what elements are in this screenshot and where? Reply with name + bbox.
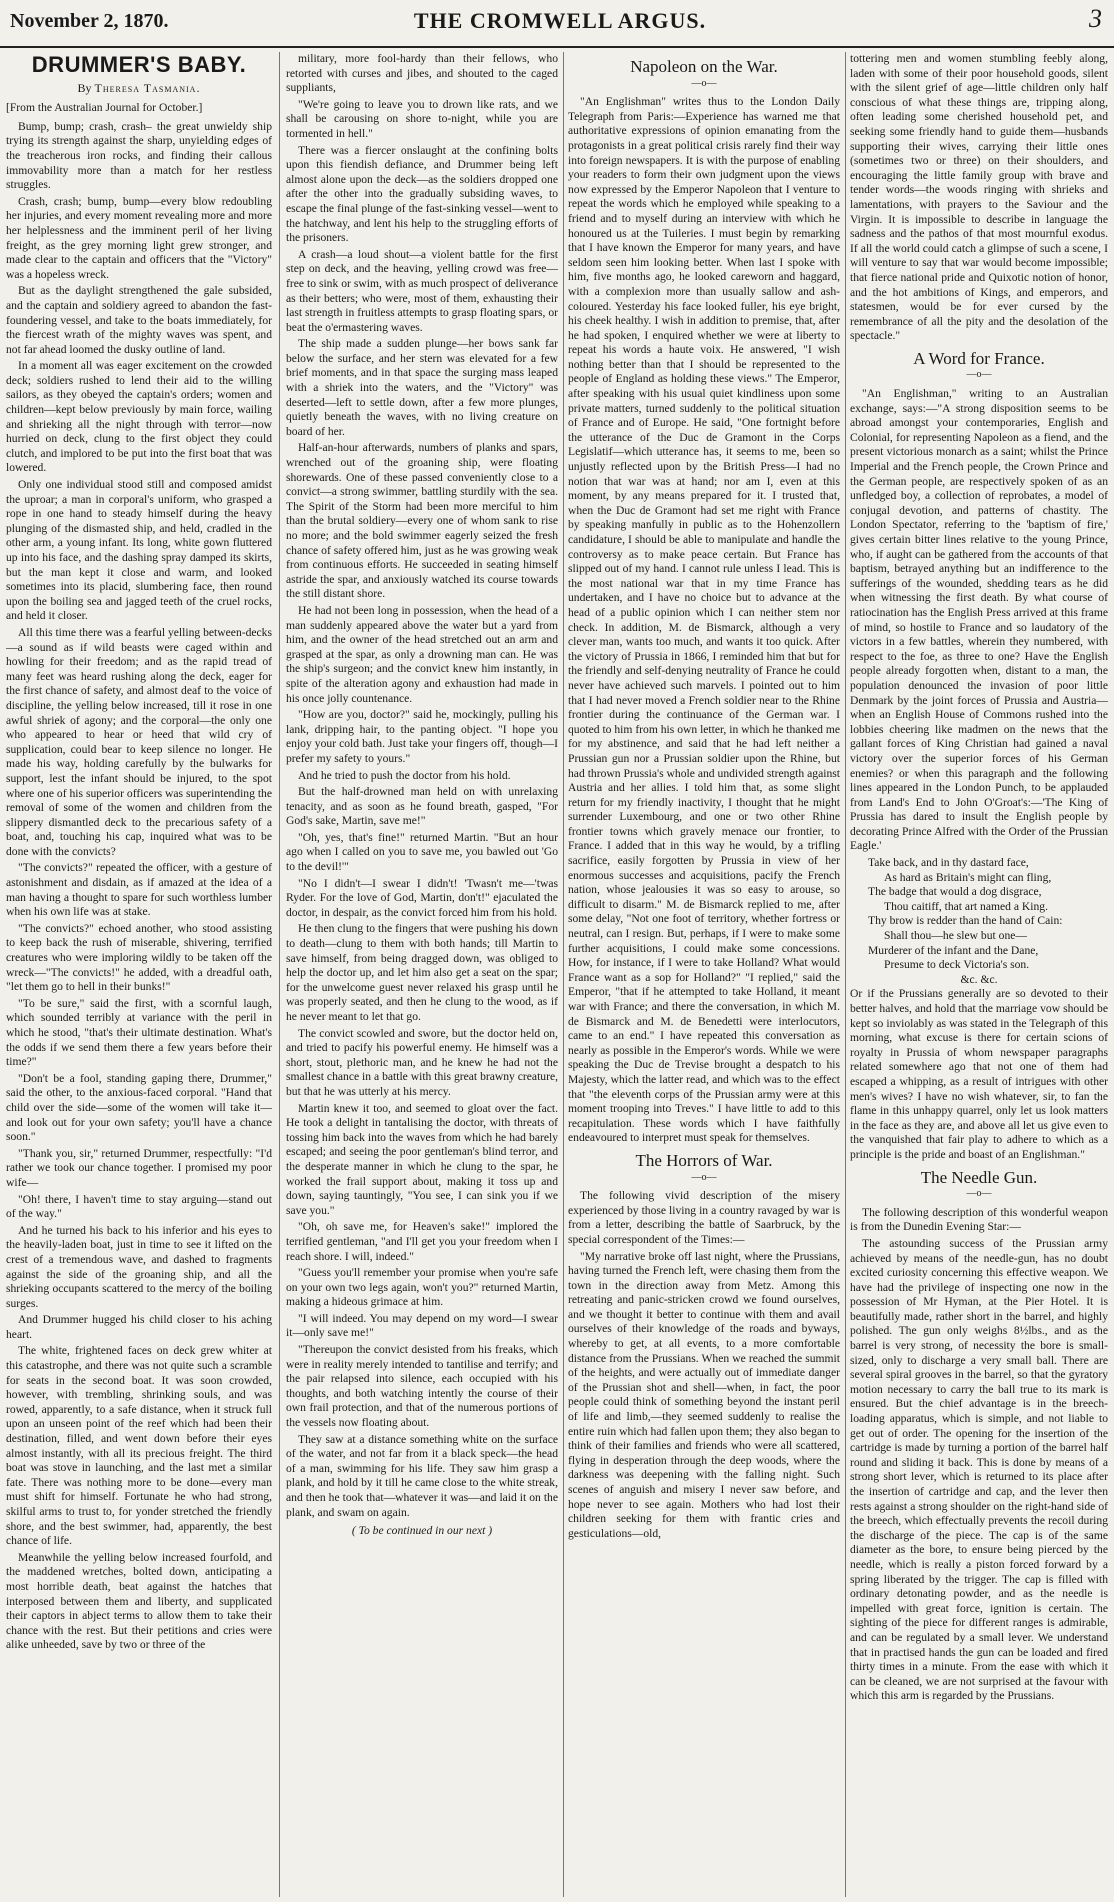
paragraph: "How are you, doctor?" said he, mockingly, pulling his lank, dripping hair, to the panting object. "I hope you enjoy your cold bath. Just take your fingers off, though—I prefer my safety to yours." xyxy=(286,708,558,765)
paragraph: "I will indeed. You may depend on my word—I swear it—only save me!" xyxy=(286,1311,558,1340)
column-3 xyxy=(568,52,840,1897)
paper-name: THE CROMWELL ARGUS. xyxy=(413,8,707,33)
paragraph: "Oh, yes, that's fine!" returned Martin. "But an hour ago when I called on you to save me, you bawled out 'Go to the devil!'" xyxy=(286,830,558,874)
column-2 xyxy=(286,52,558,1897)
france-closing: Or if the Prussians generally are so devoted to their better halves, and hold that the marriage vow should be kept so inviolably as was stated in the Telegraph of this morning, what excuse is there for certain scions of royalty in Prussia of whom newspaper paragraphs related somewhere ago that not one of them had escaped a whipping, as a result of intrigues with other men's wives? I have no wish whatever, sir, to fan the flame in this unhappy quarrel, only let us look matters in the face as they are, and above all let us give even to the vanquished that fair play to adhere to which as a principle is the pride and boast of an Englishman." xyxy=(850,987,1108,1161)
story-source: [From the Australian Journal for October.] xyxy=(6,101,203,115)
column-4 xyxy=(850,52,1108,1897)
paragraph: "To be sure," said the first, with a scornful laugh, which sounded terribly at variance with the peril in which he stood, "that's their ultimate destination. What's the odds if we send them there a few years before their time?" xyxy=(6,996,272,1069)
paragraph: Bump, bump; crash, crash– the great unwieldy ship trying its strength against the sharp, unyielding edges of the treacherous iron rocks, and finding their callous immovability more than a match for her restless struggles. xyxy=(6,119,272,192)
paragraph: Only one individual stood still and composed amidst the uproar; a man in corporal's uniform, who grasped a rope in one hand to steady himself during the heavy plunging of the dismasted ship, and held, cradled in the other arm, a young infant. Its long, white gown fluttered up into his face, and the dashing spray damped its skirts, but the man kept it close and warm, and looked sometimes into its placid, slumbering face, then round upon the boiling sea and jagged teeth of the cruel rocks, and held it closer. xyxy=(6,478,272,623)
column-1 xyxy=(6,52,272,1897)
paragraph: The ship made a sudden plunge—her bows sank far below the surface, and her stern was elevated for a few brief moments, and in that space the surging mass leaped with a shriek into the waters, and the "Victory" was deserted—left to settle down, after a few more plunges, quietly beneath the waves, with no living creature on board of her. xyxy=(286,337,558,438)
verse-line: Take back, and in thy dastard face, xyxy=(868,856,1029,870)
column-rule xyxy=(845,52,846,1897)
paragraph: A crash—a loud shout—a violent battle for the first step on deck, and the heaving, yelling crowd was free—free to sink or swim, with as much prospect of deliverance as their betters; who were, most of them, exhausting their last strength in fruitless attempts to grasp floating spars, or beat the o'ermastering waves. xyxy=(286,247,558,334)
paragraph: "Don't be a fool, standing gaping there, Drummer," said the other, to the anxious-faced corporal. "Hand that child over the side—some of the women will take it—and look out for your own safety; you'll have a chance soon." xyxy=(6,1071,272,1144)
paragraph: "Thereupon the convict desisted from his freaks, which were in reality merely intended to tantilise and terrify; and the pair relapsed into silence, each occupied with his thoughts, and both watching intently the course of their own frail protection, and that of the numerous portions of the vessels now floating about. xyxy=(286,1343,558,1430)
paragraph: Half-an-hour afterwards, numbers of planks and spars, wrenched out of the groaning ship, were floating shorewards. One of these passed conveniently close to a convict—a strong swimmer, battling sturdily with the sea. The Spirit of the Storm had been more merciful to him than the brutal soldiery—every one of whom sank to rise no more; and the bold swimmer eagerly seized the fresh chance of safety offered him, just as he was growing weak from continuous efforts. He succeeded in seating himself astride the spar, and anxiously watched its course towards the still distant shore. xyxy=(286,441,558,601)
verse-line: &c. &c. xyxy=(960,972,998,986)
paragraph: And he tried to push the doctor from his hold. xyxy=(298,768,511,782)
paragraph: "Oh, oh save me, for Heaven's sake!" implored the terrified gentleman, "and I'll get you your freedom when I reach shore. I will, indeed." xyxy=(286,1220,558,1263)
paragraph: "Thank you, sir," returned Drummer, respectfully: "I'd rather we took our chance together. I promised my poor wife— xyxy=(6,1146,272,1189)
paragraph: "No I didn't—I swear I didn't! 'Twasn't me—'twas Ryder. For the love of God, Martin, don't!" ejaculated the doctor, in despair, as the convict forced him from his hold. xyxy=(286,876,558,919)
paragraph: There was a fiercer onslaught at the confining bolts upon this fiendish defiance, and Drummer being left almost alone upon the deck—as the soldiers dropped one after the other into the gradually subsiding waves, to escape the final plunge of the fast-sinking vessel—went to the hatchway, and lent his help to the struggling efforts of the prisoners. xyxy=(286,143,558,245)
issue-date: November 2, 1870. xyxy=(10,10,169,32)
verse-line: Murderer of the infant and the Dane, xyxy=(868,943,1039,957)
paragraph: The convict scowled and swore, but the doctor held on, and tried to pacify his powerful enemy. He himself was a short, stout, plethoric man, and he knew he had not the smallest chance in a battle with this great brawny creature, but that he was utterly at his mercy. xyxy=(286,1026,558,1098)
story-byline xyxy=(6,81,272,96)
paragraph: Meanwhile the yelling below increased fourfold, and the maddened wretches, bolted down, anticipating a most horrible death, beat against the hatches that interposed between them and liberty, and supplicated their captors in abject terms to allow them to take their chance with the rest. But their petitions and cries were alike unheeded, save by two or three of the xyxy=(6,1550,272,1652)
horrors-separator: —o— xyxy=(691,1171,717,1183)
paragraph: The white, frightened faces on deck grew whiter at this catastrophe, and there was not quite such a scramble for seats in the second boat. It was soon crowded, however, with trembling, shrinking souls, and was rowed, apparently, to a safe distance, when it struck full upon an unseen point of the reef which had been their destination, filled, and went down before their eyes almost instantly, with all its precious freight. The third boat was stove in launching, and the last met a similar fate. There was nothing more to be done—every man must shift for himself. Fortunate he who had strong, skilful arms to trust to, for yonder stretched the friendly shore, and the best swimmer, had, apparently, the best chance of life. xyxy=(6,1344,272,1548)
needle-title: The Needle Gun. xyxy=(920,1167,1038,1187)
paragraph: "An Englishman," writing to an Australian exchange, says:—"A strong disposition seems to be abroad amongst your contemporaries, English and Colonial, for representing Napoleon as a fiend, and the present victorious monarch as a saint; whilst the Prince Imperial and the French people, the Crown Prince and the German people, are respectively spoken of as an unfledged boy, a collection of reprobates, a model of conjugal devotion, and patterns of chastity. The London Spectator, referring to the 'baptism of fire,' gives certain bitter lines relative to the young Prince, who, if aught can be gathered from the accounts of that baptism, betrayed anything but an indifference to the sufferings of the wounded, shedding tears as he did when witnessing the first death. By what course of ratiocination has the English Press arrived at this frame of mind, so hostile to France and so laudatory of the victors in a few battles, wherein they numbered, with respect to the foe, as three to one? Have the English people already forgotten when, distant to a man, the population denounced the invasion of poor little Denmark by the joint forces of Prussia and Austria—when an English House of Commons rushed into the lobbies cheering like madmen on the news that the gallant forces of King Christian had gained a naval victory over the superior forces of his German enemies? or when this paragraph and the following lines appeared in the London Punch, to be applauded from Land's End to John O'Groat's:—'The King of Prussia has dared to insult the English people by decorating Prince Alfred with the Order of the Prussian Eagle.' xyxy=(850,387,1108,853)
needle-separator: —o— xyxy=(966,1188,992,1200)
story-body-part-2 xyxy=(286,52,558,1520)
france-body xyxy=(850,387,1108,854)
paragraph: But as the daylight strengthened the gale subsided, and the captain and soldiery agreed to abandon the fast-foundering vessel, and take to the boats immediately, for the fiercest wrath of the mighty waves was spent, and not far ahead loomed the dusky outline of land. xyxy=(6,284,272,356)
page-number: 3 xyxy=(1089,4,1102,33)
paragraph: military, more fool-hardy than their fellows, who retorted with curses and jibes, and shouted to the caged suppliants, xyxy=(286,52,558,95)
paragraph: The astounding success of the Prussian army achieved by means of the needle-gun, has no doubt excited curiosity concerning this effective weapon. We have had the privilege of inspecting one now in the possession of Mr Hyman, at the Pier Hotel. It is beautifully made, rather short in the barrel, and highly polished. The gun only weighs 8½lbs., and as the barrel is very strong, of necessity the bore is small-sized, only to discharge a very small ball. There are several spiral grooves in the barrel, so that the gyratory motion necessary to carry the ball true to its mark is ensured. But the chief advantage is in the breech-loading apparatus, which is simple, and not liable to get out of order. The opening for the insertion of the cartridge is made by turning a portion of the barrel half round and sliding it back. This is done by means of a strong short lever, which is returned to its place after the insertion of cartridge and cap, and the lever then rests against a strong shoulder on the right-hand side of the breech, which effectually prevents the recoil during the discharge of the piece. The cap is of the same diameter as the bore, to ensure being pierced by the needle, which is really a piston forced forward by a spring liberated by the trigger. The cap is filled with ordinary detonating powder, and as the needle is impelled with great force, ignition is certain. The sighting of the piece for different ranges is admirable, and can be regulated by a small lever. We understand that in practised hands the gun can be loaded and fired thirty times in a minute. From the ease with which it can be cleaned, we are not surprised at the favour with which this arm is regarded by the Prussians. xyxy=(850,1236,1108,1703)
paragraph: All this time there was a fearful yelling between-decks—a sound as if wild beasts were caged within and howling for their freedom; and as the rapid tread of many feet was heard rushing along the deck, eager for the first chance of safety, and almost deaf to the voice of discipline, the yelling below increased, till it rose in one awful shriek of agony; and the corporal—the only one who appeared to hear or heed that wild cry of supplication, could bear to keep silence no longer. He made his way, holding carefully by the bulwarks for support, lest the infant should be injured, to the spot where one of his superior officers was superintending the removal of some of the women and children from the slippery dismantled deck to the precarious safety of a boat, and, touching his cap, inquired what was to be done with the convicts? xyxy=(6,625,272,858)
paragraph: He had not been long in possession, when the head of a man suddenly appeared above the water but a yard from him, and the owner of the head stretched out an arm and grasped at the spar, as only a drowning man can. He was the ship's surgeon; and the convict knew him instantly, in spite of the alteration agony and exhaustion had made in his once jolly countenance. xyxy=(286,603,558,705)
paragraph: In a moment all was eager excitement on the crowded deck; soldiers rushed to lend their aid to the willing sailors, as they obeyed the captain's orders; women and children—kept below previously by main force, wailing and shrieking all the night through with terror—now hurried on deck, clung to the first object they could clutch, and implored to be put into the first boat that was lowered. xyxy=(6,359,272,475)
needle-body xyxy=(850,1206,1108,1704)
france-verse xyxy=(850,856,1108,987)
column-rule xyxy=(563,52,564,1897)
paragraph: "An Englishman" writes thus to the London Daily Telegraph from Paris:—Experience has warned me that authoritative expressions of opinion emanating from the protagonists in a great political crisis rarely find their way into foreign newspapers. It is with the purpose of enabling your readers to form their own judgment upon the views now expressed by the Emperor Napoleon that I venture to repeat the words which he employed while speaking to a friend and to myself during an interview with which he honoured us at the Tuileries. I must begin by remarking that I have known the Emperor for many years, and have seldom seen him looking better. When last I spoke with him, five months ago, he looked careworn and haggard, with a complexion more than usually sallow and ash-coloured. Yesterday his face looked fuller, his eye bright, his cheek healthy. I wish in addition to premise, that, after he had spoken, I enquired whether we were at liberty to repeat his words a haute voix. He answered, "I wish nothing better than that I should be represented to the people of England as holding these views." The Emperor, after speaking with his usual quiet kindliness upon some private matters, turned suddenly to the political situation of France and of Europe. He said, "One fortnight before the utterance of the Duc de Gramont in the Corps Legislatif—which utterance has, it seems to me, been so unjustly reflected upon by the British Press—I had no notion that war was at hand; nor am I, even at this moment, by any means prepared for it. I trusted that, when the Duc de Gramont had set me right with France by speaking manfully in public as to the Hohenzollern candidature, I should be able to manipulate and handle the controversy as to make peace certain. But France has slipped out of my hand. I cannot rule unless I lead. This is the most national war that in my time France has undertaken, and I have no choice but to advance at the head of a public opinion which I can neither stem nor check. In addition, M. de Bismarck, although a very clever man, wants too much, and wants it too quick. After the victory of Prussia in 1866, I reminded him that but for the friendly and self-denying neutrality of France he could never have achieved such marvels. I pointed out to him that I had never moved a French soldier near to the Rhine frontier during the continuance of the German war. I quoted to him from his own letter, in which he thanked me for my abstinence, and said that he had left neither a Prussian gun nor a Prussian soldier upon the Rhine, but had thrown Prussia's whole and undivided strength against Austria and her allies. I told him that, as some slight return for my friendly inactivity, I thought that he might surrender Luxembourg, and one or two other Rhine frontier towns which gravely menace our frontier, to France. I added that in this way he would, by a trifling sacrifice, easily forgotten by Prussia in view of her enormous successes and acquisitions, pacify the French nation, whose jealousies it was so easy to arouse, so difficult to disarm." M. de Bismarck replied to me, after some delay, "Not one foot of territory, whether fortress or neutral, can I resign. But, perhaps, if I were to make some further acquisitions, I could make some concessions. How, for instance, if I were to take Holland? What would France want as a sop for Holland?" "I replied," said the Emperor, "that if he attempted to take Holland, it meant war with France; and there the conversation, in which M. de Bismarck and M. de Benedetti were interlocutors, came to an end." I have repeated this conversation as nearly as possible in the Emperor's words. While we were speaking the Duc de Trevise brought a despatch to his Majesty, which the latter read, and which was to the effect that "the eleventh corps of the Prussian army were at this moment trooping into Treves." I have little to add to this recapitulation. These words which I have faithfully endeavoured to interpret must speak for themselves. xyxy=(568,95,840,1145)
verse-line: Presume to deck Victoria's son. xyxy=(884,958,1030,972)
paragraph: The following vivid description of the misery experienced by those living in a country ravaged by war is from a letter, describing the battle of Saarbruck, by the special correspondent of the Times:— xyxy=(568,1189,840,1246)
paragraph: "My narrative broke off last night, where the Prussians, having turned the French left, were chasing them from the town in the direction away from Metz. Among this retreating and panic-stricken crowd we found ourselves, and we thought it better to continue with them and avail ourselves of their knowledge of the roads and byways, whereby to get, at all events, to a more comfortable distance from the Prussians. When we reached the summit of the heights, and were actually out of immediate danger of the Prussian shot and shell—when, in fact, the poor people could think of something beyond the instant peril of life and limb,—they seemed suddenly to realise the entire ruin which had fallen upon them; they also began to think of their families and friends who were all scattered, flying in desperation through the deep woods, where the darkness was deepening with the falling night. Such scenes of anguish and misery I never saw before, and hope never to see again. Mothers who had lost their children seeking for them with frantic cries and gesticulations—old, xyxy=(568,1249,840,1540)
story-title: DRUMMER'S BABY. xyxy=(31,52,247,77)
horrors-continued: tottering men and women stumbling feebly along, laden with some of their poor household goods, silent with the silent grief of age—little children only half conscious of what these things are, tripping along, often leading some cherished household pet, and seeking some friendly hand to guide them—husbands supporting their wives, carrying their little ones (sometimes two or three) on their shoulders, and encouraging the little family group with brave and tender words—the woods ringing with shrieks and lamentations, with prayers to the Saviour and the Virgin. It is impossible to describe in language the sadness and the pathos of that most mournful exodus. If all the world could catch a glimpse of such a scene, I will venture to say that war would become impossible; that fierce national pride and Quixotic notion of honor, and the hot ambitions of Kings, and emperors, and statesmen, would be for ever cursed by the remembrance of all the pity and the desolation of the spectacle." xyxy=(850,52,1108,343)
paragraph: And he turned his back to his inferior and his eyes to the heavily-laden boat, just in time to see it lifted on the crest of a tremendous wave, and dashed to fragments against the side of the groaning ship, and all the shrieking occupants scattered to the mercy of the boiling surges. xyxy=(6,1223,272,1310)
masthead xyxy=(0,0,1114,48)
paragraph: "Oh! there, I haven't time to stay arguing—stand out of the way." xyxy=(6,1192,272,1221)
paragraph: "The convicts?" echoed another, who stood assisting to keep back the rush of miserable, shivering, terrified creatures who were imploring wildly to be taken off the wreck—"The convicts!" he added, with a dreadful oath, "let them go to hell in their bunks!" xyxy=(6,921,272,994)
continued-note: ( To be continued in our next ) xyxy=(351,1524,493,1538)
verse-line: Shall thou—he slew but one— xyxy=(884,929,1027,943)
paragraph: They saw at a distance something white on the surface of the water, and not far from it a black speck—the head of a man, swimming for his life. They saw him grasp a plank, and hold by it till he came close to the white streak, and then he took that—whatever it was—and laid it on the plank, and swam on again. xyxy=(286,1432,558,1519)
france-separator: —o— xyxy=(966,369,992,381)
column-rule xyxy=(279,52,280,1897)
paragraph: The following description of this wonderful weapon is from the Dunedin Evening Star:— xyxy=(850,1205,1108,1234)
france-title: A Word for France. xyxy=(913,348,1045,368)
byline-prefix: By xyxy=(77,80,92,95)
paragraph: Crash, crash; bump, bump—every blow redoubling her injuries, and every moment revealing more and more her helplessness and the imminent peril of her living freight, as the grey morning light grew stronger, and made clear to the captain and officers that the "Victory" was a hopeless wreck. xyxy=(6,194,272,281)
verse-line: Thy brow is redder than the hand of Cain: xyxy=(868,914,1063,928)
paragraph: "We're going to leave you to drown like rats, and we shall be carousing on shore to-night, while you are tormented in hell." xyxy=(286,97,558,140)
horrors-body xyxy=(568,1189,840,1541)
paragraph: "The convicts?" repeated the officer, with a gesture of astonishment and disdain, as if amazed at the idea of a man having a thought to spare for such worthless lumber when his own life was at stake. xyxy=(6,861,272,919)
napoleon-body xyxy=(568,95,840,1146)
author-name: Theresa Tasmania. xyxy=(94,80,201,95)
napoleon-separator: —o— xyxy=(691,77,717,89)
story-body-part-1 xyxy=(6,120,272,1653)
paragraph: But the half-drowned man held on with unrelaxing tenacity, and as soon as he found breath, gasped, "For God's sake, Martin, save me!" xyxy=(286,785,558,828)
napoleon-title: Napoleon on the War. xyxy=(630,57,778,76)
horrors-title: The Horrors of War. xyxy=(635,1150,773,1170)
paragraph: Martin knew it too, and seemed to gloat over the fact. He took a delight in tantalising the doctor, with threats of tossing him back into the waves from which he had barely escaped; and seeing the poor gentleman's blind terror, and the desperate manner in which he clung to the spar, he worked the frail support about, making it toss up and down, saying tauntingly, "You see, I can sink you if we save you." xyxy=(286,1101,558,1217)
verse-line: Thou caitiff, that art named a King. xyxy=(884,899,1048,913)
paragraph: "Guess you'll remember your promise when you're safe on your own two legs again, won't you?" returned Martin, making a hideous grimace at him. xyxy=(286,1266,558,1309)
verse-line: As hard as Britain's might can fling, xyxy=(884,870,1052,884)
paragraph: And Drummer hugged his child closer to his aching heart. xyxy=(6,1313,272,1341)
paragraph: He then clung to the fingers that were pushing his down to death—clung to them with both hands; till Martin to save himself, from being dragged down, was obliged to help the doctor up, and let him also get a seat on the spar; for the unwelcome guest never relaxed his grasp until he was properly seated, and then he clung to the wood, as if he never meant to let that go. xyxy=(286,922,558,1023)
verse-line: The badge that would a dog disgrace, xyxy=(868,885,1042,899)
